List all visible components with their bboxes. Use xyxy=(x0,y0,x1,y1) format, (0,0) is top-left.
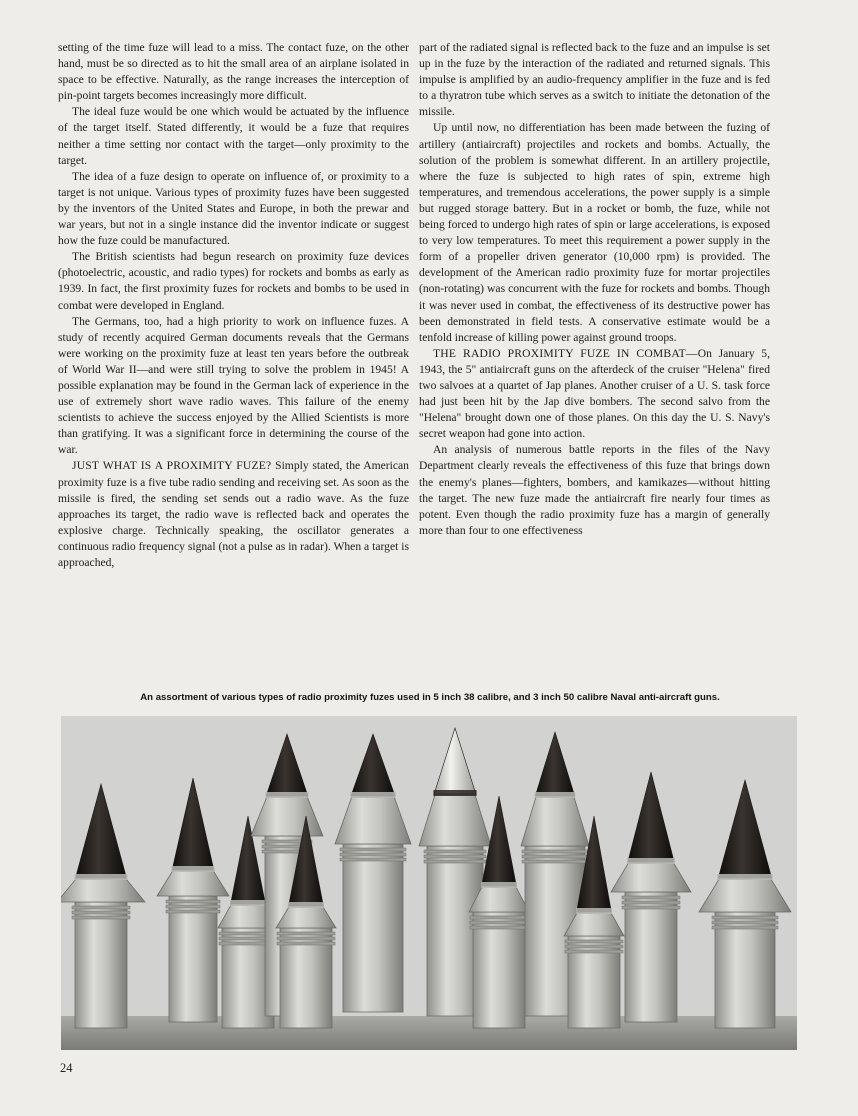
fuze-band xyxy=(717,874,772,880)
fuze-thread xyxy=(522,860,588,863)
text-columns xyxy=(58,40,770,672)
fuze-band xyxy=(265,792,308,798)
fuze-band xyxy=(576,908,612,914)
fuze-band xyxy=(75,874,128,880)
fuze-thread xyxy=(712,916,778,919)
paragraph: An analysis of numerous battle reports in the files of the Navy Department clearly reveals the effectiveness of this fuze that brings down the enemy's planes—fighters, bombers, and kamikazes—without hitting the target. The new fuze made the antiaircraft fire nearly four times as potent. Even though the radio proximity fuze has a margin of generally more than four to one effectiveness xyxy=(419,443,770,537)
section-text: On January 5, 1943, the 5" antiaircraft guns on the afterdeck of the cruiser "Helena" fired two salvoes at a quartet of Jap planes. Another cruiser of a U. S. task force had just been hit by the Jap dive bombers. The second salvo from the "Helena" brought down one of those planes. On this day the U. S. Navy's secret weapon had gone into action. xyxy=(419,346,770,441)
fuze-photograph xyxy=(61,716,797,1050)
fuze-band xyxy=(288,902,324,908)
paragraph: The Germans, too, had a high priority to work on influence fuzes. A study of recently acquired German documents reveals that the Germans were working on the proximity fuze at least ten years before the outbreak of World War II—and were still trying to solve the problem in 1945! A possible explanation may be found in the German lack of experience in the use of extremely short wave radio waves. This failure of the enemy scientists to achieve the success enjoyed by the Allied Scientists is more than gratifying. It was a significant force in determining the course of the war. xyxy=(58,314,409,457)
fuze-thread xyxy=(72,916,130,919)
fuze-band xyxy=(230,900,266,906)
fuze-thread xyxy=(340,853,406,856)
fuze-thread xyxy=(522,850,588,853)
fuze-thread xyxy=(470,926,528,929)
fuze-thread xyxy=(712,921,778,924)
fuze-band xyxy=(350,792,396,798)
fuze-thread xyxy=(470,921,528,924)
paragraph: The British scientists had begun research on proximity fuze devices (photoelectric, acoustic, and radio types) for rockets and bombs as early as 1939. In fact, the first proximity fuzes for rockets and bombs to be used in combat were developed in England. xyxy=(58,250,409,312)
section-text: Simply stated, the American proximity fuze is a five tube radio sending and receiving set. As soon as the missile is fired, the sending set sends out a radio wave. As the fuze approaches its target, the radio wave is reflected back and operates the explosive charge. Technically speaking, the oscillator generates a continuous radio frequency signal (not a pulse as in radar). When a target is approached, xyxy=(58,459,409,569)
fuze-thread xyxy=(277,937,335,940)
fuze-body xyxy=(625,892,677,1022)
fuze-thread xyxy=(277,932,335,935)
fuze-thread xyxy=(277,942,335,945)
fuze-band xyxy=(171,866,214,872)
paragraph: Up until now, no differentiation has been made between the fuzing of artillery (antiaircraft) projectiles and rockets and bombs. Actually, the solution of the problem is somewhat different. In an artillery projectile, where the fuze is subjected to high rates of spin, extreme high temperatures, and tremendous accelerations, the power supply is a simple but rugged storage battery. But in a rocket or bomb, the fuze, while not being forced to undergo high rates of spin or large accelerations, is exposed to very low temperatures. To meet this requirement a power supply in the form of a propeller driven generator (10,000 rpm) is provided. The development of the American radio proximity fuze for mortar projectiles (non-rotating) was concurrent with the fuze for rockets and bombs. Though it was never used in combat, the effectiveness of its destructive power has been demonstrated in field tests. A conservative estimate would be a tenfold increase of killing power against ground troops. xyxy=(419,121,770,344)
fuze-thread xyxy=(340,848,406,851)
fuze-thread xyxy=(712,926,778,929)
fuze-thread xyxy=(72,906,130,909)
section-paragraph xyxy=(419,346,770,443)
fuze-thread xyxy=(72,911,130,914)
page-number: 24 xyxy=(60,1061,73,1075)
paragraph: The ideal fuze would be one which would be actuated by the influence of the target itself. Stated differently, it would be a fuze that requires neither a time setting nor contact with the target—only proximity to the target. xyxy=(58,105,409,167)
fuze-body xyxy=(473,912,525,1028)
paragraph: part of the radiated signal is reflected back to the fuze and an impulse is set up in the fuze by the interaction of the radiated and returned signals. This impulse is amplified by an audio-frequency amplifier in the fuze and is fed to a thyratron tube which serves as a switch to initiate the detonation of the missile. xyxy=(419,41,770,119)
section-heading: THE RADIO PROXIMITY FUZE IN COMBAT— xyxy=(433,346,698,360)
fuze-thread xyxy=(565,945,623,948)
left-column xyxy=(58,40,409,672)
figure-caption: An assortment of various types of radio proximity fuzes used in 5 inch 38 calibre, and 3 inch 50 calibre Naval anti-aircraft guns. xyxy=(140,692,720,703)
fuze-thread xyxy=(424,855,486,858)
fuze-thread xyxy=(622,896,680,899)
fuze-thread xyxy=(622,906,680,909)
fuze-body xyxy=(75,902,127,1028)
fuze-thread xyxy=(470,916,528,919)
fuze-thread xyxy=(565,950,623,953)
fuze-band xyxy=(627,858,675,864)
fuze-band xyxy=(535,792,576,798)
fuze-body xyxy=(343,844,403,1012)
fuze-thread xyxy=(424,860,486,863)
section-heading: JUST WHAT IS A PROXIMITY FUZE? xyxy=(72,459,272,473)
fuze-thread xyxy=(565,940,623,943)
paragraph: setting of the time fuze will lead to a miss. The contact fuze, on the other hand, must be so directed as to hit the small area of an airplane isolated in space to be effective. Naturally, as the range increases the interception of pin-point targets becomes increasingly more difficult. xyxy=(58,41,409,103)
fuze-thread xyxy=(166,905,220,908)
fuze-body xyxy=(715,912,775,1028)
fuze-thread xyxy=(424,850,486,853)
fuze-band xyxy=(481,882,517,888)
fuze-thread xyxy=(340,858,406,861)
fuze-body xyxy=(169,896,217,1022)
right-column xyxy=(419,40,770,672)
paragraph: The idea of a fuze design to operate on influence of, or proximity to a target is not unique. Various types of proximity fuzes have been suggested by the inventors of the United States and Europe, in both the prewar and war years, but not in a single instance did the inventor indicate or suggest how the fuze could be manufactured. xyxy=(58,169,409,248)
fuze-thread xyxy=(166,900,220,903)
section-paragraph xyxy=(58,458,409,571)
fuze-thread xyxy=(522,855,588,858)
fuze-thread xyxy=(622,901,680,904)
fuze-illustration xyxy=(61,716,797,1050)
fuze-thread xyxy=(166,910,220,913)
fuze-band xyxy=(433,790,476,796)
